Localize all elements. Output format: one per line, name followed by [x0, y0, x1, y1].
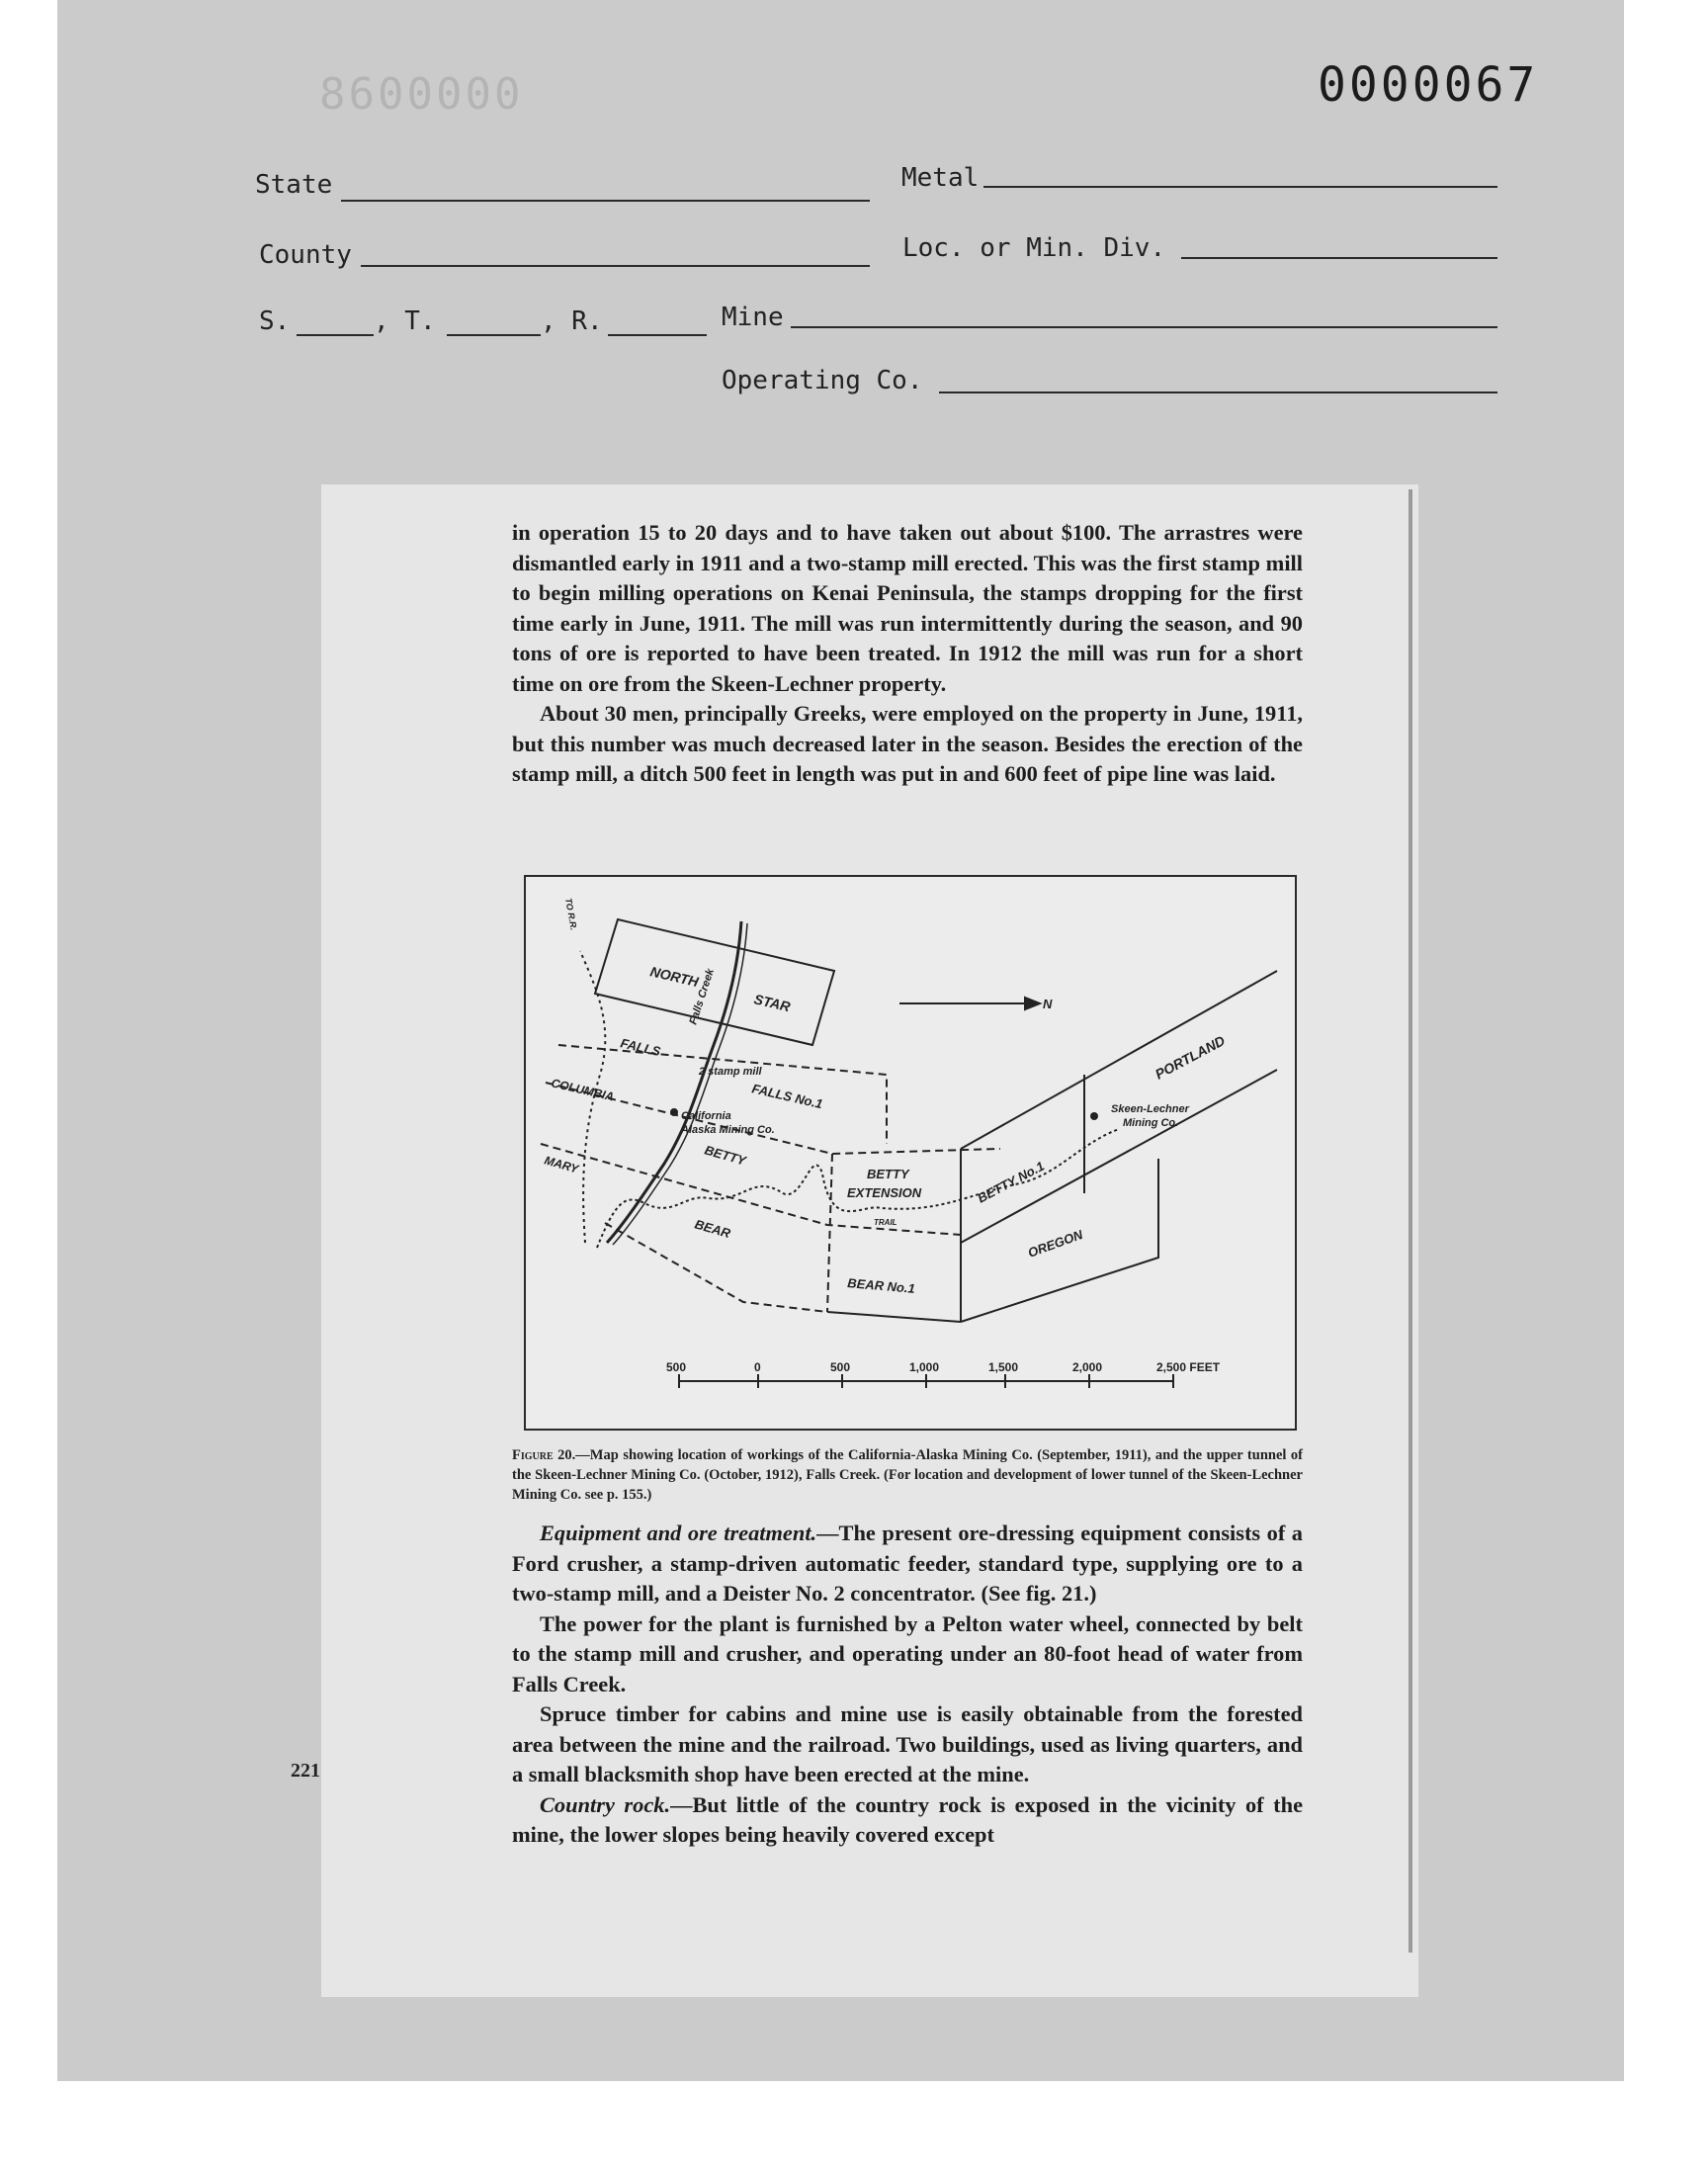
paragraph-men: About 30 men, principally Greeks, were employed on the property in June, 1911, but this number was much decreased later in the season. Besides the erection of the stamp mill, a ditch 500 feet in length was put in and 600 feet of pipe line was laid.: [512, 701, 1303, 786]
range-label: , R.: [541, 306, 603, 336]
county-field[interactable]: [361, 265, 870, 267]
scale-label-6: 2,500 FEET: [1156, 1360, 1221, 1374]
state-field[interactable]: [341, 200, 870, 202]
label-columbia: COLUMBIA: [550, 1076, 616, 1104]
range-field[interactable]: [608, 334, 707, 336]
paragraph-equipment: [512, 1519, 1303, 1610]
north-arrow-head: [1025, 998, 1040, 1009]
label-california-2: Alaska Mining Co.: [681, 1124, 775, 1136]
paragraph-power: The power for the plant is furnished by a Pelton water wheel, connected by belt to the stamp mill and crusher, and operating under an 80-foot head of water from Falls Creek.: [512, 1610, 1303, 1696]
label-bear: BEAR: [693, 1216, 732, 1242]
label-california-1: California: [681, 1110, 731, 1122]
metal-field[interactable]: [983, 186, 1497, 188]
caption-lead: Figure 20.: [512, 1447, 576, 1463]
paragraph-country-rock: [512, 1790, 1303, 1851]
betty-no1-south-boundary: [961, 1070, 1277, 1243]
label-betty: BETTY: [703, 1142, 748, 1169]
operating-co-field[interactable]: [939, 392, 1497, 393]
claims-map: [526, 877, 1295, 1429]
label-betty-ext-1: BETTY: [867, 1167, 909, 1181]
label-portland: PORTLAND: [1152, 1032, 1228, 1083]
label-oregon: OREGON: [1025, 1226, 1085, 1261]
california-workings-marker: [670, 1108, 678, 1116]
bear-no1-south-boundary: [827, 1312, 961, 1322]
label-falls-no1: FALLS No.1: [750, 1081, 824, 1112]
label-bear-no1: BEAR No.1: [846, 1275, 916, 1296]
label-trail: TRAIL: [874, 1218, 897, 1227]
label-to-rr: TO R.R.: [563, 897, 579, 931]
operating-co-label: Operating Co.: [722, 366, 923, 395]
township-field[interactable]: [447, 334, 541, 336]
scale-label-2: 500: [830, 1360, 851, 1374]
label-stamp-mill: 2 stamp mill: [699, 1066, 762, 1078]
betty-ext-west-boundary: [827, 1154, 832, 1312]
metal-label: Metal: [901, 163, 980, 193]
county-label: County: [259, 240, 352, 270]
paragraph-operation: in operation 15 to 20 days and to have taken out about $100. The arrastres were dismantled early in 1911 and a two-stamp mill erected. This was the first stamp mill to begin milling operations on Kenai Peninsula, the stamps dropping for the first time early in June, 1911. The mill was run intermittently during the season, and 90 tons of ore is reported to have been treated. In 1912 the mill was run for a short time on ore from the Skeen-Lechner property.: [512, 520, 1303, 696]
loc-field[interactable]: [1181, 257, 1497, 259]
caption-text: —Map showing location of workings of the California-Alaska Mining Co. (September, 1911), and the upper tunnel of the Skeen-Lechner Mining Co. (October, 1912), Falls Creek. (For location and development of lower tunnel of the Skeen-Lechner Mining Co. see p. 155.): [512, 1447, 1304, 1503]
label-mary: MARY: [543, 1153, 580, 1176]
state-label: State: [255, 170, 333, 200]
text-block-top: [512, 518, 1303, 790]
paragraph-timber: Spruce timber for cabins and mine use is easily obtainable from the forested area between the mine and the railroad. Two buildings, used as living quarters, and a small blacksmith shop have been erected at the mine.: [512, 1701, 1303, 1786]
mine-label: Mine: [722, 303, 784, 332]
scale-label-1: 0: [754, 1360, 761, 1374]
section-label: S.: [259, 306, 291, 336]
page-number: 221: [291, 1760, 320, 1782]
portland-north-boundary: [961, 971, 1277, 1149]
ghost-document-number: 8600000: [319, 69, 524, 120]
mine-field[interactable]: [791, 326, 1497, 328]
page-edge-shadow: [1409, 489, 1412, 1953]
scale-label-3: 1,000: [909, 1360, 940, 1374]
figure-caption: [512, 1445, 1303, 1505]
loc-label: Loc. or Min. Div.: [902, 233, 1166, 263]
label-falls: FALLS: [619, 1035, 662, 1060]
section-field[interactable]: [297, 334, 374, 336]
label-betty-ext-2: EXTENSION: [847, 1185, 922, 1200]
label-falls-creek: Falls Creek: [687, 967, 717, 1026]
label-north-arrow: N: [1043, 997, 1053, 1011]
scale-label-0: 500: [666, 1360, 687, 1374]
claims-map-figure: [524, 875, 1297, 1431]
skeen-workings-marker: [1090, 1112, 1098, 1120]
country-heading: Country rock.: [540, 1791, 671, 1817]
scale-label-5: 2,000: [1072, 1360, 1103, 1374]
label-north-star-1: NORTH: [648, 963, 701, 991]
label-betty-no1: BETTY No.1: [975, 1158, 1047, 1206]
document-number: 0000067: [1318, 57, 1539, 113]
text-block-bottom: [512, 1519, 1303, 1851]
equipment-text: —The present ore-dressing equipment consists of a Ford crusher, a stamp-driven automatic feeder, standard type, supplying ore to a two-stamp mill, and a Deister No. 2 concentrator. (See fig. 21.): [512, 1521, 1303, 1606]
label-skeen-2: Mining Co.: [1123, 1117, 1179, 1129]
country-text: —But little of the country rock is exposed in the vicinity of the mine, the lower slopes being heavily covered except: [512, 1791, 1304, 1847]
equipment-heading: Equipment and ore treatment.: [540, 1521, 817, 1545]
label-north-star-2: STAR: [752, 991, 793, 1015]
label-skeen-1: Skeen-Lechner: [1111, 1103, 1189, 1115]
township-label: , T.: [374, 306, 436, 336]
scale-label-4: 1,500: [988, 1360, 1019, 1374]
claim-north-star-boundary: [595, 919, 834, 1045]
